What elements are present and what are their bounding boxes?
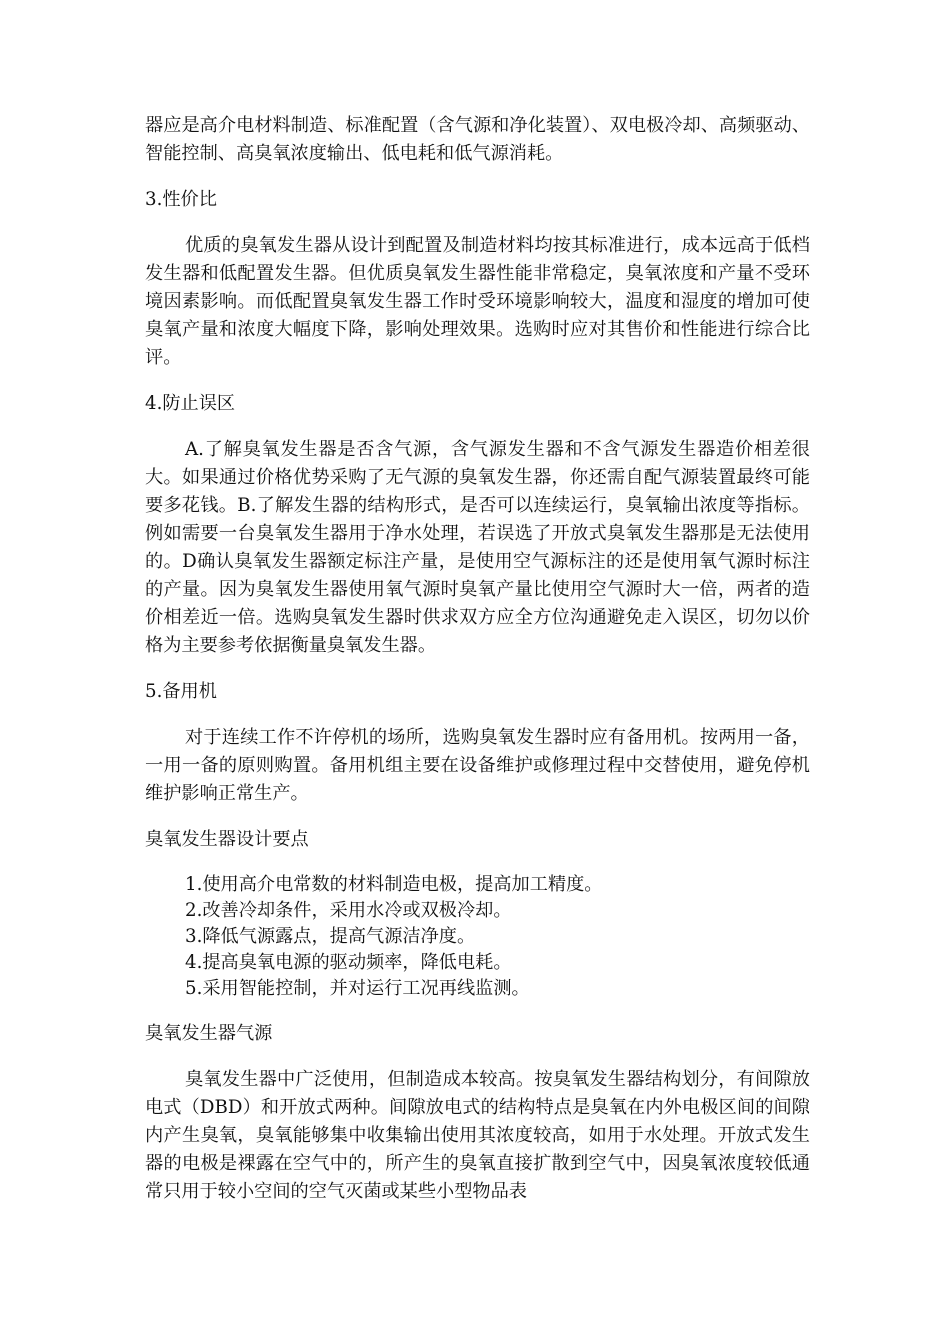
list-item: 2.改善冷却条件，采用水冷或双极冷却。 <box>185 900 512 921</box>
document-page <box>145 112 810 1206</box>
design-points-list <box>145 872 810 1002</box>
list-item: 3.降低气源露点，提高气源洁净度。 <box>185 926 476 947</box>
paragraph-intro: 器应是高介电材料制造、标准配置（含气源和净化装置）、双电极冷却、高频驱动、智能控制、高臭氧浓度输出、低电耗和低气源消耗。 <box>145 115 810 164</box>
paragraph-backup-machine: 对于连续工作不许停机的场所，选购臭氧发生器时应有备用机。按两用一备，一用一备的原则购置。备用机组主要在设备维护或修理过程中交替使用，避免停机维护影响正常生产。 <box>145 727 810 804</box>
paragraph-gas-source: 臭氧发生器中广泛使用，但制造成本较高。按臭氧发生器结构划分，有间隙放电式（DBD）和开放式两种。间隙放电式的结构特点是臭氧在内外电极区间的间隙内产生臭氧，臭氧能够集中收集输出使用其浓度较高，如用于水处理。开放式发生器的电极是裸露在空气中的，所产生的臭氧直接扩散到空气中，因臭氧浓度较低通常只用于较小空间的空气灭菌或某些小型物品表 <box>145 1069 810 1202</box>
list-item: 5.采用智能控制，并对运行工况再线监测。 <box>185 978 530 999</box>
list-item: 4.提高臭氧电源的驱动频率，降低电耗。 <box>185 952 512 973</box>
paragraph-avoid-mistakes: A.了解臭氧发生器是否含气源，含气源发生器和不含气源发生器造价相差很大。如果通过价格优势采购了无气源的臭氧发生器，你还需自配气源装置最终可能要多花钱。B.了解发生器的结构形式，是否可以连续运行，臭氧输出浓度等指标。例如需要一台臭氧发生器用于净水处理，若误选了开放式臭氧发生器那是无法使用的。D确认臭氧发生器额定标注产量，是使用空气源标注的还是使用氧气源时标注的产量。因为臭氧发生器使用氧气源时臭氧产量比使用空气源时大一倍，两者的造价相差近一倍。选购臭氧发生器时供求双方应全方位沟通避免走入误区，切勿以价格为主要参考依据衡量臭氧发生器。 <box>145 439 810 656</box>
heading-design-points: 臭氧发生器设计要点 <box>145 829 309 850</box>
heading-cost-performance: 3.性价比 <box>145 189 217 210</box>
heading-avoid-mistakes: 4.防止误区 <box>145 393 236 414</box>
paragraph-cost-performance: 优质的臭氧发生器从设计到配置及制造材料均按其标准进行，成本远高于低档发生器和低配置发生器。但优质臭氧发生器性能非常稳定，臭氧浓度和产量不受环境因素影响。而低配置臭氧发生器工作时受环境影响较大，温度和湿度的增加可使臭氧产量和浓度大幅度下降，影响处理效果。选购时应对其售价和性能进行综合比评。 <box>145 235 810 368</box>
heading-gas-source: 臭氧发生器气源 <box>145 1023 273 1044</box>
list-item: 1.使用高介电常数的材料制造电极，提高加工精度。 <box>185 874 603 895</box>
heading-backup-machine: 5.备用机 <box>145 681 217 702</box>
